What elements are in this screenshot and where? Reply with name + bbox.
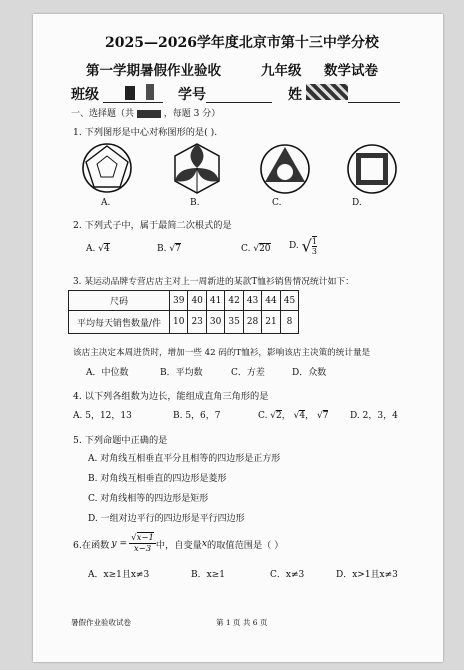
table-cell: 42 xyxy=(225,291,243,311)
question-5-text: 5. 下列命题中正确的是 xyxy=(73,435,168,446)
figure-a-icon xyxy=(83,144,131,192)
question-6-option-a: A．x≥1且x≠3 xyxy=(88,570,150,580)
table-cell: 41 xyxy=(206,291,224,311)
question-1-option-c: C. xyxy=(272,198,282,208)
exam-subtitle-grade: 九年级 xyxy=(261,63,302,79)
name-blank xyxy=(348,102,400,103)
question-5-option-d: D. 一组对边平行的四边形是平行四边形 xyxy=(88,514,245,524)
table-cell: 30 xyxy=(206,311,224,334)
sqrt-icon: √ xyxy=(98,244,104,254)
question-3-text: 3. 某运动品牌专营店店主对上一周新进的某款T恤衫销售情况统计如下： xyxy=(73,277,354,287)
q6-text-end: 的取值范围是（ ） xyxy=(207,539,284,551)
table-row xyxy=(69,311,299,334)
exam-title: 2025—2026学年度北京市第十三中学分校 xyxy=(105,35,379,51)
question-2-text: 2. 下列式子中，属于最简二次根式的是 xyxy=(73,220,232,231)
question-5-option-c: C. 对角线相等的四边形是矩形 xyxy=(88,494,209,504)
table-header-cell: 平均每天销售数量/件 xyxy=(69,311,170,334)
figure-c-icon xyxy=(261,145,309,193)
student-id-blank xyxy=(206,102,272,103)
fraction xyxy=(129,533,156,554)
exam-subtitle-subject: 数学试卷 xyxy=(324,63,378,79)
class-blank xyxy=(103,102,163,103)
question-6-text xyxy=(73,533,283,554)
radicand: 4 xyxy=(104,244,110,254)
sqrt-icon: √ xyxy=(301,236,312,256)
question-4-option-b: B. 5，6，7 xyxy=(173,411,221,421)
radicand: 2 xyxy=(276,411,282,421)
question-3-follow: 该店主决定本周进货时，增加一些 42 码的T恤衫，影响该店主决策的统计量是 xyxy=(73,348,371,358)
question-2-option-a xyxy=(86,244,110,254)
question-1-option-a: A. xyxy=(101,198,111,208)
option-label: C. xyxy=(241,244,251,254)
option-label: D. xyxy=(289,241,299,251)
radicand: 4 xyxy=(299,411,306,421)
table-cell: 10 xyxy=(170,311,188,334)
figure-b-icon xyxy=(175,144,219,193)
question-2-option-c xyxy=(241,244,271,254)
page-number: 第 1 页 共 6 页 xyxy=(216,618,268,627)
question-5-option-a: A. 对角线互相垂直平分且相等的四边形是正方形 xyxy=(88,454,281,464)
question-4-option-a: A. 5，12，13 xyxy=(73,411,132,421)
question-2-option-b xyxy=(157,244,181,254)
footer-title: 暑假作业验收试卷 xyxy=(71,618,131,627)
question-4-option-d: D. 2，3，4 xyxy=(350,411,398,421)
question-6-option-b: B．x≥1 xyxy=(191,570,225,580)
figure-d-icon xyxy=(348,145,396,193)
table-cell: 44 xyxy=(262,291,280,311)
sqrt-icon: √ xyxy=(253,244,260,254)
table-cell: 39 xyxy=(170,291,188,311)
numerator: 1 xyxy=(311,237,317,246)
table-cell: 35 xyxy=(225,311,243,334)
table-cell: 45 xyxy=(280,291,298,311)
radicand: x−1 xyxy=(136,533,154,543)
name-label: 姓 xyxy=(288,87,302,103)
table-header-cell: 尺码 xyxy=(69,291,170,311)
q6-function: y = xyxy=(111,538,128,549)
section-heading-tail: ，每题 3 分） xyxy=(163,109,221,119)
redaction-mark xyxy=(146,84,154,100)
section-heading xyxy=(71,106,220,119)
fraction xyxy=(312,236,317,256)
question-1-text: 1. 下列图形是中心对称图形的是( ). xyxy=(73,127,218,138)
sales-table xyxy=(68,290,299,334)
redaction-mark xyxy=(306,84,348,100)
question-3-option-c: C．方差 xyxy=(231,368,265,378)
option-label: C. xyxy=(258,411,268,421)
redaction-mark xyxy=(137,110,161,118)
q6-prefix: 6.在函数 xyxy=(73,539,110,551)
question-4-option-c: C. √2， √4， √7 xyxy=(258,411,329,421)
table-cell: 40 xyxy=(188,291,206,311)
radicand: 7 xyxy=(175,244,181,254)
question-6-option-d: D．x>1且x≠3 xyxy=(336,570,398,580)
table-row xyxy=(69,291,299,311)
question-5-option-b: B. 对角线互相垂直的四边形是菱形 xyxy=(88,474,227,484)
question-4-text: 4. 以下列各组数为边长，能组成直角三角形的是 xyxy=(73,391,269,402)
table-cell: 23 xyxy=(188,311,206,334)
question-6-option-c: C．x≠3 xyxy=(270,570,305,580)
question-3-option-b: B．平均数 xyxy=(160,368,203,378)
table-cell: 28 xyxy=(243,311,261,334)
question-3-option-d: D．众数 xyxy=(292,368,327,378)
option-label: B. xyxy=(157,244,167,254)
class-label: 班级 xyxy=(71,87,99,103)
question-1-option-d: D. xyxy=(352,198,362,208)
option-label: A. xyxy=(86,244,96,254)
sqrt-icon: √ xyxy=(169,244,176,254)
q6-variable: x xyxy=(201,538,208,549)
exam-subtitle-term: 第一学期暑假作业验收 xyxy=(86,63,221,79)
student-id-label: 学号 xyxy=(178,87,206,103)
radicand: 7 xyxy=(322,411,329,421)
denominator: x−3 xyxy=(133,544,152,554)
redaction-mark xyxy=(125,86,135,100)
question-1-figures xyxy=(82,142,412,200)
table-cell: 21 xyxy=(262,311,280,334)
radicand: 20 xyxy=(259,244,271,254)
section-heading-text: 一、选择题（共 xyxy=(71,109,135,119)
q6-text-mid: 中，自变量 xyxy=(155,539,202,551)
question-1-option-b: B. xyxy=(190,198,200,208)
denominator: 3 xyxy=(311,247,317,256)
question-3-option-a: A．中位数 xyxy=(86,368,129,378)
numerator: √x−1 xyxy=(131,533,154,543)
question-2-option-d xyxy=(289,236,317,256)
table-cell: 8 xyxy=(280,311,298,334)
table-cell: 43 xyxy=(243,291,261,311)
